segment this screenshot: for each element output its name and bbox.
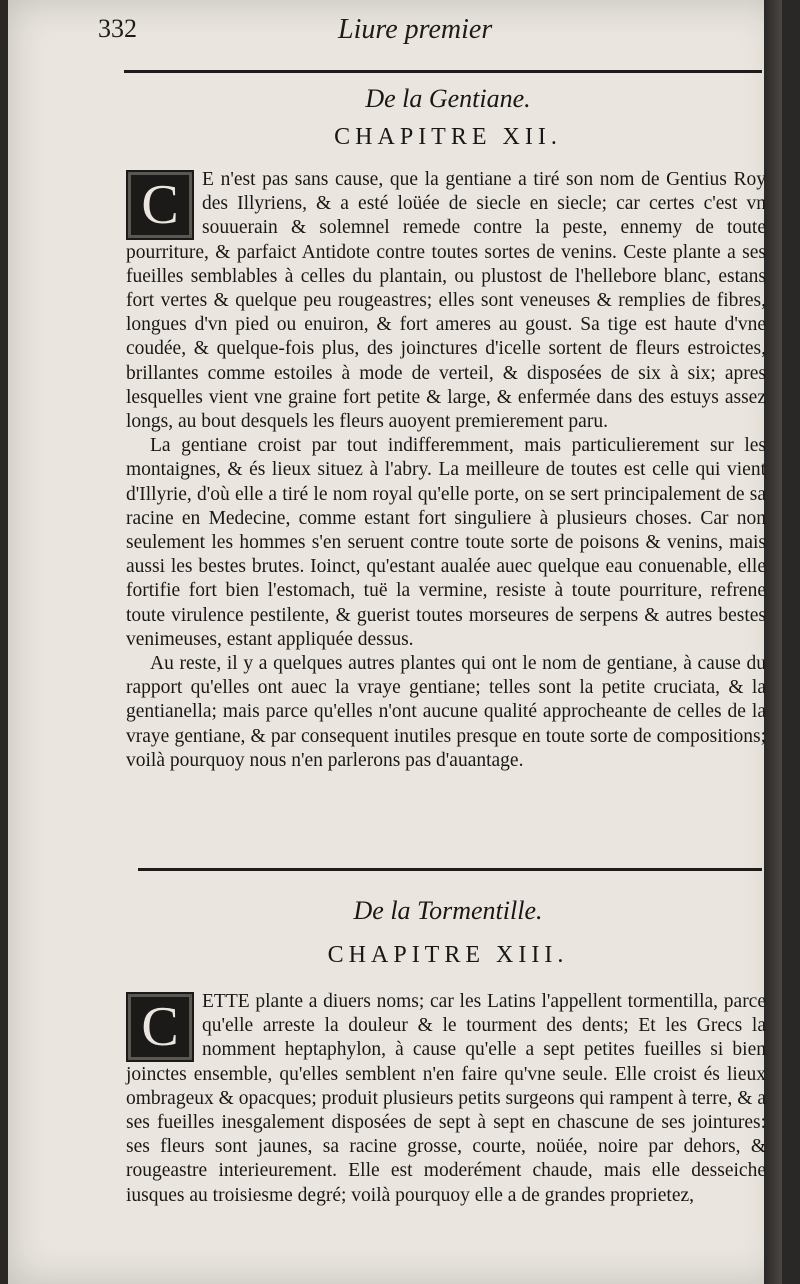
section-divider-rule: [138, 868, 762, 871]
ornamental-initial-c: C: [126, 992, 194, 1062]
section-title-tormentille: De la Tormentille.: [353, 896, 543, 925]
section-body-gentiane: [126, 168, 766, 773]
paragraph: [126, 990, 766, 1208]
paragraph: Au reste, il y a quelques autres plantes qui ont le nom de gentiane, à cause du rapport qu'elles ont auec la vraye gentiane; telles sont la petite cruciata, & la gentianella; mais parce qu'elles n'ont aucune qualité approcheante de celles de la vraye gentiane, & par consequent inutiles presque en toute sorte de compositions; voilà pourquoy nous n'en parlerons pas d'auantage.: [126, 653, 766, 771]
paragraph-text: E n'est pas sans cause, que la gentiane a tiré son nom de Gentius Roy des Illyriens, & a esté loüée de siecle en siecle; car certes c'est vn souuerain & solemnel remede contre la peste, ennemy de toute pourriture, & parfaict Antidote contre toutes sortes de venins. Ceste plante a ses fueilles semblables à celles du plantain, ou plustost de l'hellebore blanc, estans fort vertes & quelque peu rougeastres; elles sont veneuses & remplies de fibres, longues d'vn pied ou enuiron, & fort ameres au goust. Sa tige est haute d'vne coudée, & quelque-fois plus, des joinctures d'icelle sortent de fleurs estroictes, brillantes comme estoiles à mode de verteil, & disposées de six à six; apres lesquelles vient vne graine fort petite & large, & enfermée dans des estuys assez longs, au bout desquels les fleurs auoyent premierement paru.: [126, 169, 766, 433]
paragraph-text: ETTE plante a diuers noms; car les Latins l'appellent tormentilla, parce qu'elle arreste la douleur & le tourment des dents; Et les Grecs la nomment heptaphylon, à cause qu'elle a sept petites fueilles si bien joinctes ensemble, qu'elles semblent n'en faire qu'vne seule. Elle croist és lieux ombrageux & opacques; produit plusieurs petits surgeons qui rampent à terre, & a ses fueilles inesgalement disposées de sept à sept en chascune de ses jointures: ses fleurs sont jaunes, sa racine grosse, courte, noüée, noire par dehors, & rougeastre interieurement. Elle est moderément chaude, mais elle desseiche iusques au troisiesme degré; voilà pourquoy elle a de grandes proprietez,: [126, 991, 766, 1206]
running-head: [98, 14, 778, 54]
page-edge: [764, 0, 782, 1284]
page-number: 332: [98, 14, 137, 43]
running-head-title: Liure premier: [338, 14, 493, 45]
paragraph: [126, 168, 766, 434]
header-rule: [124, 70, 762, 73]
ornamental-initial-c: C: [126, 170, 194, 240]
paragraph: La gentiane croist par tout indifferemment, mais particulierement sur les montaignes, & és lieux situez à l'abry. La meilleure de toutes est celle qui vient d'Illyrie, d'où elle a tiré le nom royal qu'elle porte, on se sert principalement de sa racine en Medecine, comme estant fort singuliere à plusieurs choses. Car non seulement les hommes s'en seruent contre toute sorte de poisons & venins, mais aussi les bestes brutes. Ioinct, qu'estant aualée auec quelque eau conuenable, elle fortifie fort bien l'estomach, tuë la vermine, resiste à toute pourriture, refrene toute virulence pestilente, & guerist toutes morseures de serpens & autres bestes venimeuses, estant appliquée dessus.: [126, 435, 766, 650]
chapter-heading-xii: CHAPITRE XII.: [334, 124, 562, 150]
chapter-heading-xiii: CHAPITRE XIII.: [327, 942, 569, 968]
section-title-gentiane: De la Gentiane.: [365, 84, 531, 113]
section-body-tormentille: [126, 990, 766, 1208]
book-page: [8, 0, 782, 1284]
